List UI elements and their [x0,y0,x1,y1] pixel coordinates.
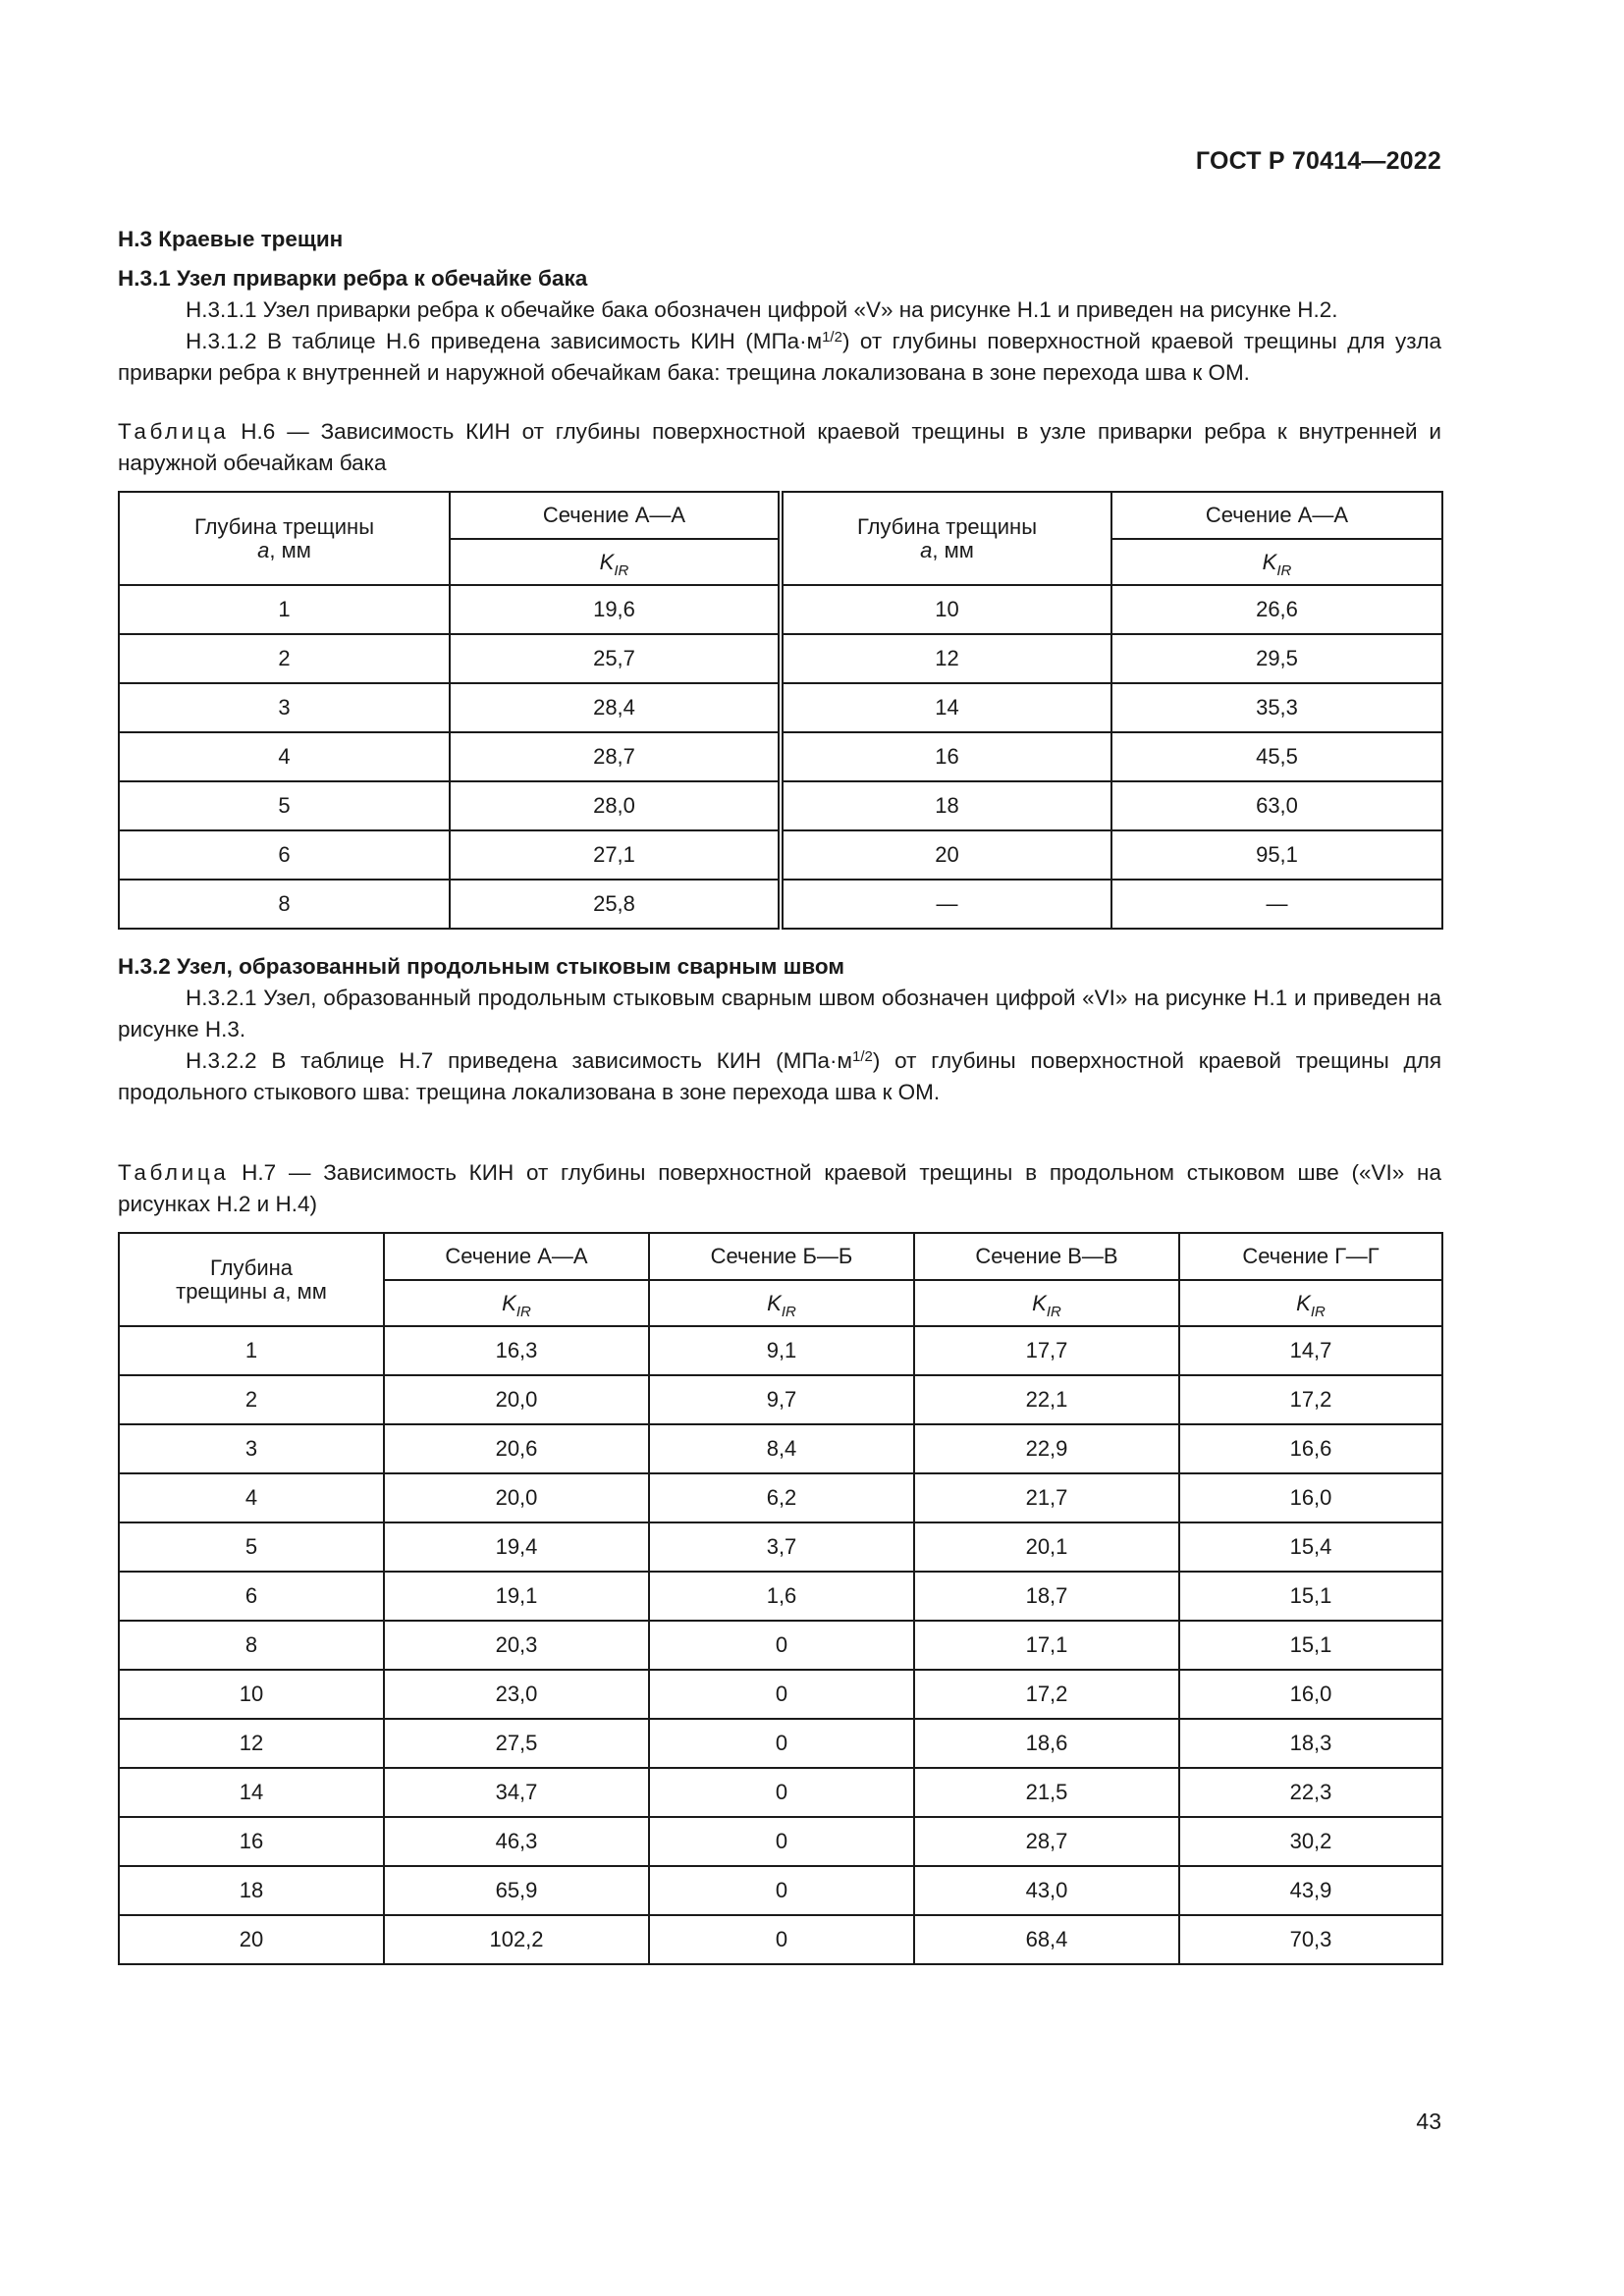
table-row: 16 46,3 0 28,7 30,2 [119,1817,1442,1866]
standard-code: ГОСТ Р 70414—2022 [1195,147,1441,175]
table-h7-section-header: Сечение В—В [914,1233,1179,1280]
table-row: 12 27,5 0 18,6 18,3 [119,1719,1442,1768]
table-h6-section-header: Сечение А—А [1111,492,1442,539]
table-h6-depth-header: Глубина трещины a, мм [781,492,1111,585]
table-h6-kir-header: $K_{IR}$ [450,539,781,585]
paragraph-h321: Н.3.2.1 Узел, образованный продольным стыковым сварным швом обозначен цифрой «VI» на рисунке Н.1 и приведен на рисунке Н.3. [118,986,1441,1041]
table-row: 1 19,6 10 26,6 [119,585,1442,634]
table-row: 2 25,7 12 29,5 [119,634,1442,683]
table-row: 3 28,4 14 35,3 [119,683,1442,732]
page-number: 43 [1416,2109,1441,2134]
section-h32-title: Н.3.2 Узел, образованный продольным стыковым сварным швом [118,954,845,979]
table-row: 10 23,0 0 17,2 16,0 [119,1670,1442,1719]
table-h7-caption: Таблица Н.7 — Зависимость КИН от глубины поверхностной краевой трещины в продольном стыковом шве («VI» на рисунках Н.2 и Н.4) [118,1160,1441,1216]
table-row: 3 20,6 8,4 22,9 16,6 [119,1424,1442,1473]
table-row: 14 34,7 0 21,5 22,3 [119,1768,1442,1817]
table-row: 8 20,3 0 17,1 15,1 [119,1621,1442,1670]
table-h6-section-header: Сечение А—А [450,492,781,539]
table-row: 8 25,8 — — [119,880,1442,929]
table-h6-depth-header: Глубина трещины a, мм [119,492,450,585]
table-h6-kir-header: $K_{IR}$ [1111,539,1442,585]
paragraph-h311: Н.3.1.1 Узел приварки ребра к обечайке бака обозначен цифрой «V» на рисунке Н.1 и приведен на рисунке Н.2. [186,297,1338,322]
table-h7-section-header: Сечение А—А [384,1233,649,1280]
page-content [118,224,1441,1965]
table-row: 4 28,7 16 45,5 [119,732,1442,781]
table-h7-kir-header: $K_{IR}$ [914,1280,1179,1326]
table-row: 1 16,3 9,1 17,7 14,7 [119,1326,1442,1375]
table-row: 6 19,1 1,6 18,7 15,1 [119,1572,1442,1621]
table-h7-kir-header: $K_{IR}$ [1179,1280,1442,1326]
table-row: 4 20,0 6,2 21,7 16,0 [119,1473,1442,1522]
table-h7-kir-header: $K_{IR}$ [384,1280,649,1326]
paragraph-h322: Н.3.2.2 В таблице Н.7 приведена зависимость КИН $(МПа\cdot м^{1/2})$ от глубины поверхностной краевой трещины для продольного стыкового шва: трещина локализована в зоне перехода шва к ОМ. [118,1048,1442,1104]
table-h7 [118,1232,1443,1965]
table-row: 5 28,0 18 63,0 [119,781,1442,830]
section-h3-title: Н.3 Краевые трещин [118,227,344,251]
table-row: 18 65,9 0 43,0 43,9 [119,1866,1442,1915]
table-h7-kir-header: $K_{IR}$ [649,1280,914,1326]
table-h7-section-header: Сечение Г—Г [1179,1233,1442,1280]
section-h31-title: Н.3.1 Узел приварки ребра к обечайке бака [118,266,588,291]
table-h7-depth-header: Глубина трещины a, мм [119,1233,384,1326]
table-row: 20 102,2 0 68,4 70,3 [119,1915,1442,1964]
table-row: 5 19,4 3,7 20,1 15,4 [119,1522,1442,1572]
table-row: 2 20,0 9,7 22,1 17,2 [119,1375,1442,1424]
table-h6 [118,491,1443,930]
table-h6-caption: Таблица Н.6 — Зависимость КИН от глубины поверхностной краевой трещины в узле приварки ребра к внутренней и наружной обечайкам бака [118,419,1441,475]
table-row: 6 27,1 20 95,1 [119,830,1442,880]
table-h7-section-header: Сечение Б—Б [649,1233,914,1280]
paragraph-h312: Н.3.1.2 В таблице Н.6 приведена зависимость КИН $(МПа\cdot м^{1/2})$ от глубины поверхностной краевой трещины для узла приварки ребра к внутренней и наружной обечайкам бака: трещина локализована в зоне перехода шва к ОМ. [118,329,1441,385]
